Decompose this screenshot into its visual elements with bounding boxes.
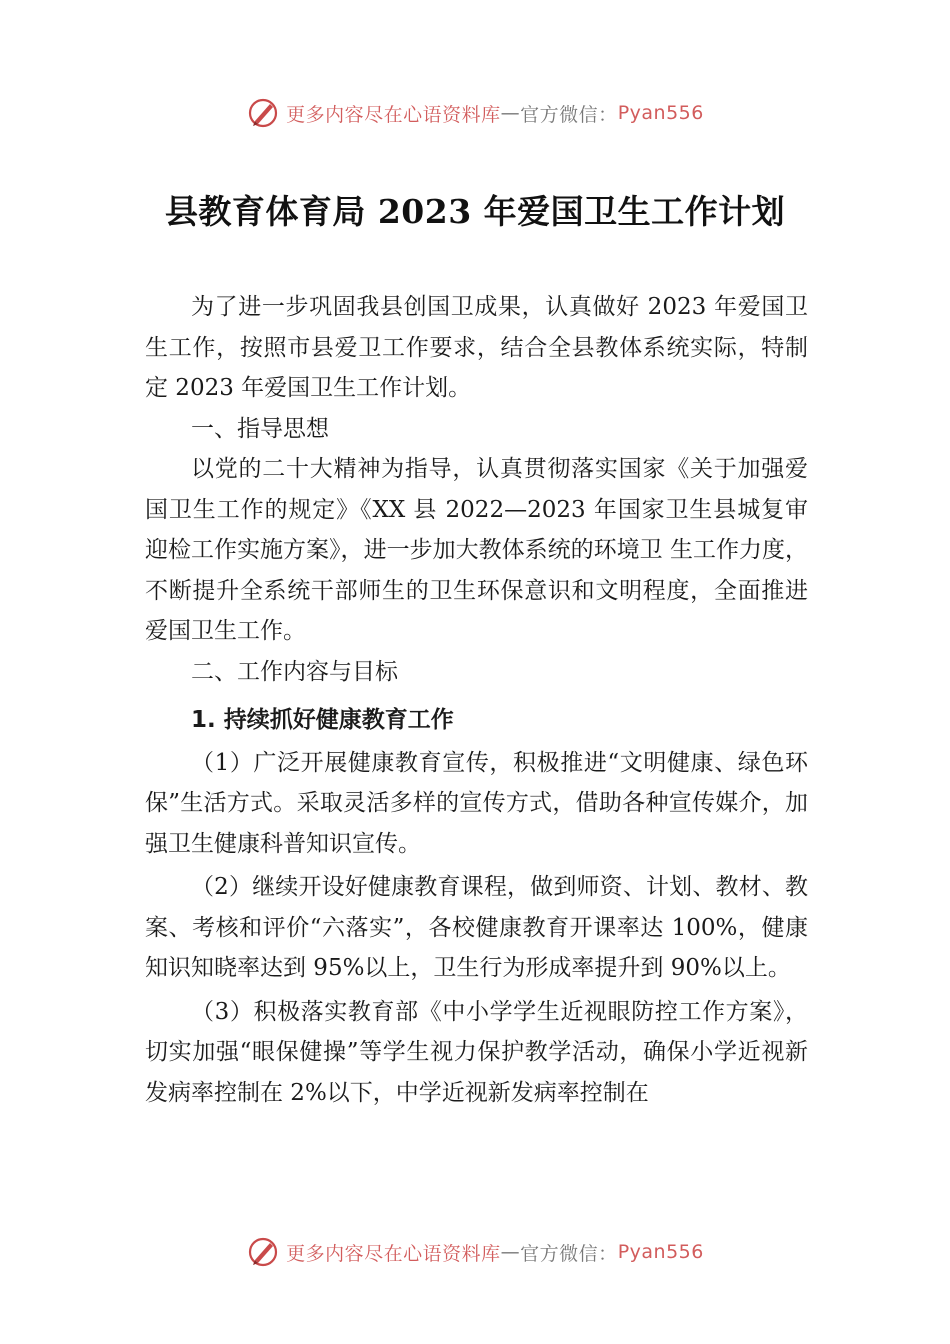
banner-main-text: 更多内容尽在心语资料库	[286, 103, 501, 126]
section-heading-work-content: 二、工作内容与目标	[191, 658, 398, 685]
sub-heading-health-education: 1. 持续抓好健康教育工作	[191, 707, 454, 733]
section-heading-guiding-ideology: 一、指导思想	[191, 415, 329, 442]
document-title: 县教育体育局 2023 年爱国卫生工作计划	[164, 192, 786, 231]
document-body	[145, 287, 808, 1113]
footer-banner	[0, 1232, 950, 1272]
banner-main-text: 更多内容尽在心语资料库	[286, 1242, 501, 1265]
header-banner	[0, 93, 950, 133]
banner-label: 官方微信：	[520, 1242, 618, 1265]
banner-label: 官方微信：	[520, 103, 618, 126]
guiding-ideology-paragraph: 以党的二十大精神为指导，认真贯彻落实国家《关于加强爱国卫生工作的规定》《XX 县 2022—2023 年国家卫生县城复审迎检工作实施方案》，进一步加大教体系统的环境卫 生工作力度，不断提升全系统干部师生的卫生环保意识和文明程度，全面推进爱国卫生工作。	[145, 456, 808, 644]
pen-logo-icon	[246, 1235, 280, 1269]
banner-account: Pyan556	[617, 102, 704, 124]
item-paragraph-3: （3）积极落实教育部《中小学学生近视眼防控工作方案》，切实加强“眼保健操”等学生视力保护教学活动，确保小学近视新发病率控制在 2%以下，中学近视新发病率控制在	[145, 998, 808, 1106]
pen-logo-icon	[246, 96, 280, 130]
banner-account: Pyan556	[617, 1241, 704, 1263]
item-paragraph-1: （1）广泛开展健康教育宣传，积极推进“文明健康、绿色环保”生活方式。采取灵活多样的宣传方式，借助各种宣传媒介，加强卫生健康科普知识宣传。	[145, 749, 808, 857]
intro-paragraph: 为了进一步巩固我县创国卫成果，认真做好 2023 年爱国卫生工作，按照市县爱卫工作要求，结合全县教体系统实际，特制定 2023 年爱国卫生工作计划。	[145, 294, 808, 401]
banner-separator: —	[500, 1241, 521, 1263]
banner-separator: —	[500, 102, 521, 124]
item-paragraph-2: （2）继续开设好健康教育课程，做到师资、计划、教材、教案、考核和评价“六落实”，各校健康教育开课率达 100%，健康知识知晓率达到 95%以上，卫生行为形成率提升到 90%以上。	[145, 874, 808, 981]
